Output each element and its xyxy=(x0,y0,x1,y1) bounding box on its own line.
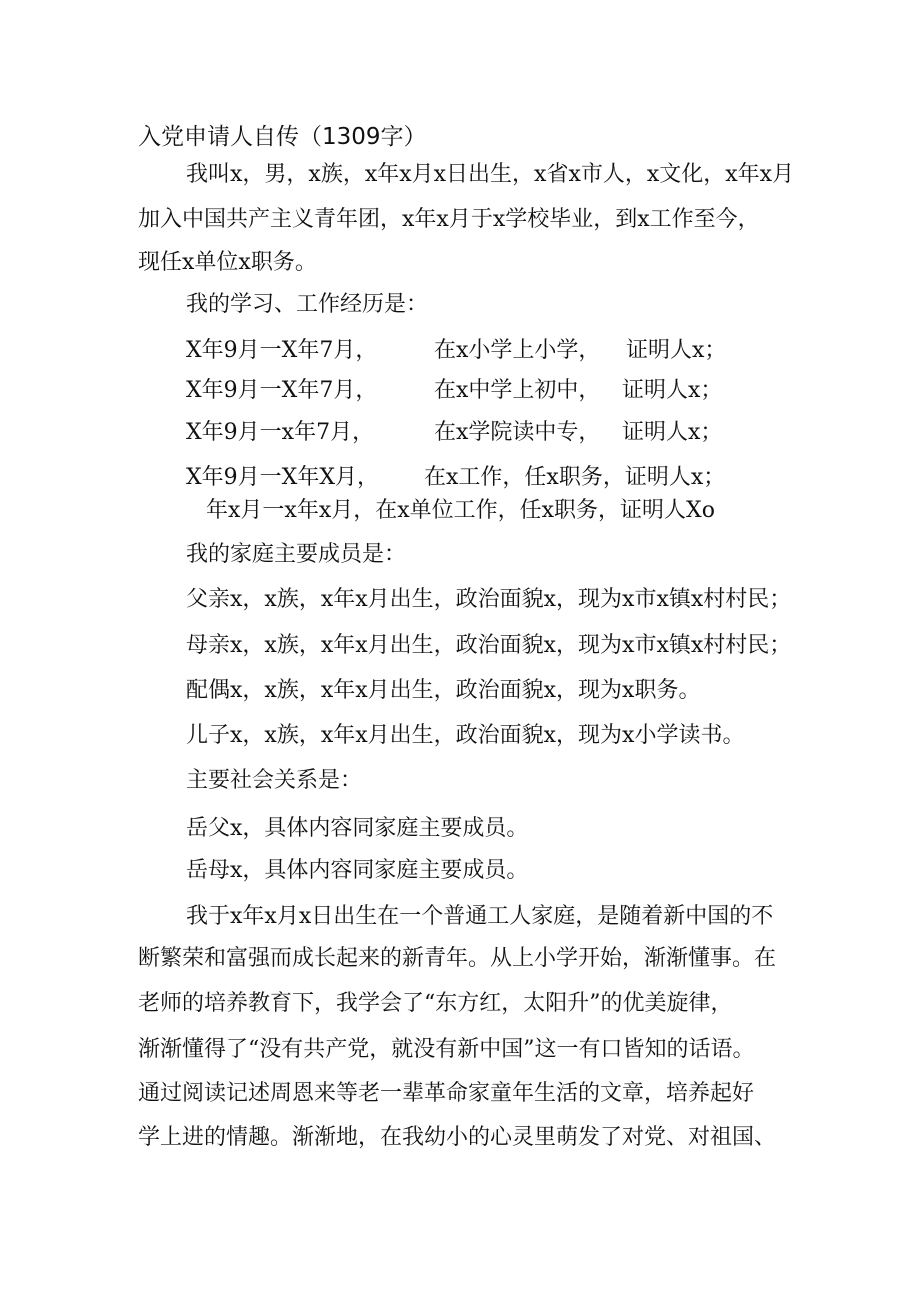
family-member: 母亲x，x族，x年x月出生，政治面貌x，现为x市x镇x村村民； xyxy=(186,633,792,658)
history-period: X年9月一x年7月， xyxy=(186,420,375,445)
family-member: 父亲x，x族，x年x月出生，政治面貌x，现为x市x镇x村村民； xyxy=(186,587,792,612)
family-member: 儿子x，x族，x年x月出生，政治面貌x，现为x小学读书。 xyxy=(186,723,745,748)
story-line: 渐渐懂得了“没有共产党，就没有新中国”这一有口皆知的话语。 xyxy=(138,1037,755,1062)
history-activity: 在x中学上初中， xyxy=(434,378,601,403)
history-period: X年9月一X年X月， xyxy=(186,465,379,490)
history-activity: 在x学院读中专， xyxy=(434,420,601,445)
story-line: 通过阅读记述周恩来等老一辈革命家童年生活的文章，培养起好 xyxy=(138,1081,755,1106)
intro-line: 现任x单位x职务。 xyxy=(138,250,317,275)
history-activity: 在x工作，任x职务，证明人x； xyxy=(424,465,726,490)
story-line: 学上进的情趣。渐渐地，在我幼小的心灵里萌发了对党、对祖国、 xyxy=(138,1125,777,1150)
social-heading: 主要社会关系是： xyxy=(186,768,363,793)
history-witness: 证明人x； xyxy=(622,420,723,445)
history-last-line: 年x月一x年x月，在x单位工作，任x职务，证明人Xo xyxy=(206,498,715,523)
history-witness: 证明人x； xyxy=(626,338,727,363)
history-witness: 证明人x； xyxy=(622,378,723,403)
intro-line: 加入中国共产主义青年团，x年x月于x学校毕业，到x工作至今， xyxy=(138,207,760,232)
history-period: X年9月一X年7月， xyxy=(186,378,378,403)
intro-line: 我叫x，男，x族，x年x月x日出生，x省x市人，x文化，x年x月 xyxy=(186,162,795,187)
document-title: 入党申请人自传（1309字） xyxy=(138,124,427,150)
social-relation: 岳母x，具体内容同家庭主要成员。 xyxy=(186,858,529,883)
family-member: 配偶x，x族，x年x月出生，政治面貌x，现为x职务。 xyxy=(186,678,701,703)
story-line: 老师的培养教育下，我学会了“东方红，太阳升”的优美旋律， xyxy=(138,991,733,1016)
story-line: 断繁荣和富强而成长起来的新青年。从上小学开始，渐渐懂事。在 xyxy=(138,946,777,971)
history-activity: 在x小学上小学， xyxy=(434,338,601,363)
family-heading: 我的家庭主要成员是： xyxy=(186,542,407,567)
history-period: X年9月一X年7月， xyxy=(186,338,378,363)
history-heading: 我的学习、工作经历是： xyxy=(186,292,429,317)
social-relation: 岳父x，具体内容同家庭主要成员。 xyxy=(186,816,529,841)
story-line: 我于x年x月x日出生在一个普通工人家庭，是随着新中国的不 xyxy=(186,904,774,929)
